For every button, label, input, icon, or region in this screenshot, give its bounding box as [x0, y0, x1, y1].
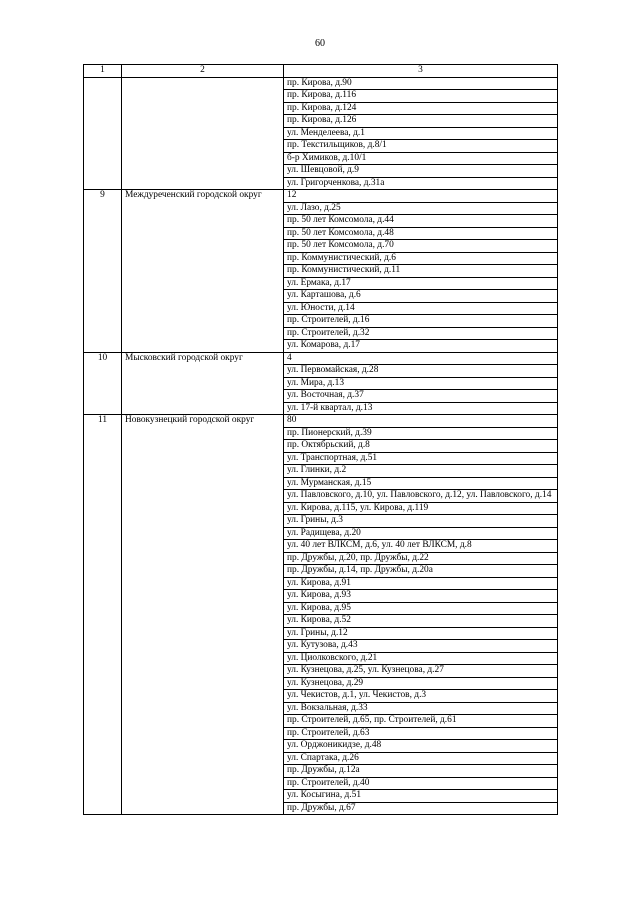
header-col-2: 2	[122, 65, 284, 78]
table-row	[84, 77, 558, 90]
address-cell: ул. Восточная, д.37	[284, 390, 558, 403]
address-cell: пр. 50 лет Комсомола, д.44	[284, 215, 558, 228]
table-row	[84, 190, 558, 203]
address-cell: ул. Комарова, д.17	[284, 340, 558, 353]
table-row	[84, 352, 558, 365]
address-cell: ул. Радищева, д.20	[284, 527, 558, 540]
address-cell: ул. Кирова, д.115, ул. Кирова, д.119	[284, 502, 558, 515]
municipality-name: Новокузнецкий городской округ	[122, 415, 284, 815]
address-cell: пр. Пионерский, д.39	[284, 427, 558, 440]
address-cell: ул. Чекистов, д.1, ул. Чекистов, д.3	[284, 690, 558, 703]
address-cell: ул. Ермака, д.17	[284, 277, 558, 290]
address-cell: пр. Дружбы, д.14, пр. Дружбы, д.20а	[284, 565, 558, 578]
address-cell: ул. Спартака, д.26	[284, 752, 558, 765]
address-cell: пр. 50 лет Комсомола, д.70	[284, 240, 558, 253]
address-cell: ул. Кутузова, д.43	[284, 640, 558, 653]
address-cell: пр. Строителей, д.16	[284, 315, 558, 328]
address-cell: пр. Кирова, д.90	[284, 77, 558, 90]
address-cell: ул. 17-й квартал, д.13	[284, 402, 558, 415]
address-cell: ул. Грины, д.3	[284, 515, 558, 528]
address-cell: ул. Кузнецова, д.25, ул. Кузнецова, д.27	[284, 665, 558, 678]
address-cell: ул. Кирова, д.91	[284, 577, 558, 590]
address-cell: ул. Кирова, д.52	[284, 615, 558, 628]
address-cell: 12	[284, 190, 558, 203]
address-cell: ул. Косыгина, д.51	[284, 790, 558, 803]
address-cell: ул. Грины, д.12	[284, 627, 558, 640]
address-cell: пр. Октябрьский, д.8	[284, 440, 558, 453]
address-cell: пр. Строителей, д.32	[284, 327, 558, 340]
address-cell: пр. 50 лет Комсомола, д.48	[284, 227, 558, 240]
address-cell: 4	[284, 352, 558, 365]
address-cell: ул. Первомайская, д.28	[284, 365, 558, 378]
address-cell: ул. Мира, д.13	[284, 377, 558, 390]
address-cell: 80	[284, 415, 558, 428]
group-number: 10	[84, 352, 122, 415]
address-cell: ул. Кирова, д.93	[284, 590, 558, 603]
address-cell: пр. Коммунистический, д.11	[284, 265, 558, 278]
address-cell: пр. Коммунистический, д.6	[284, 252, 558, 265]
table-row	[84, 415, 558, 428]
address-cell: пр. Строителей, д.40	[284, 777, 558, 790]
address-cell: пр. Кирова, д.116	[284, 90, 558, 103]
address-cell: ул. Циолковского, д.21	[284, 652, 558, 665]
address-cell: пр. Кирова, д.126	[284, 115, 558, 128]
address-cell: ул. Мурманская, д.15	[284, 477, 558, 490]
header-col-3: 3	[284, 65, 558, 78]
address-cell: ул. Транспортная, д.51	[284, 452, 558, 465]
group-number	[84, 77, 122, 190]
address-cell: пр. Дружбы, д.20, пр. Дружбы, д.22	[284, 552, 558, 565]
address-cell: пр. Текстильщиков, д.8/1	[284, 140, 558, 153]
address-cell: б-р Химиков, д.10/1	[284, 152, 558, 165]
address-cell: ул. Кирова, д.95	[284, 602, 558, 615]
address-cell: ул. Карташова, д.6	[284, 290, 558, 303]
page-number: 60	[315, 38, 325, 49]
municipality-name	[122, 77, 284, 190]
address-cell: ул. Григорченкова, д.31а	[284, 177, 558, 190]
table-header-row	[84, 65, 558, 78]
address-cell: ул. Вокзальная, д.33	[284, 702, 558, 715]
address-cell: ул. Лазо, д.25	[284, 202, 558, 215]
address-table-body	[84, 65, 558, 815]
address-cell: пр. Дружбы, д.67	[284, 802, 558, 815]
address-cell: ул. Юности, д.14	[284, 302, 558, 315]
address-cell: пр. Дружбы, д.12а	[284, 765, 558, 778]
address-cell: ул. Кузнецова, д.29	[284, 677, 558, 690]
group-number: 11	[84, 415, 122, 815]
address-cell: пр. Кирова, д.124	[284, 102, 558, 115]
address-cell: ул. Глинки, д.2	[284, 465, 558, 478]
address-cell: ул. Менделеева, д.1	[284, 127, 558, 140]
address-cell: ул. Павловского, д.10, ул. Павловского, д.12, ул. Павловского, д.14	[284, 490, 558, 503]
address-table	[83, 64, 558, 815]
address-cell: ул. 40 лет ВЛКСМ, д.6, ул. 40 лет ВЛКСМ, д.8	[284, 540, 558, 553]
address-cell: пр. Строителей, д.65, пр. Строителей, д.61	[284, 715, 558, 728]
header-col-1: 1	[84, 65, 122, 78]
address-cell: ул. Шевцовой, д.9	[284, 165, 558, 178]
municipality-name: Междуреченский городской округ	[122, 190, 284, 353]
group-number: 9	[84, 190, 122, 353]
address-cell: ул. Орджоникидзе, д.48	[284, 740, 558, 753]
municipality-name: Мысковский городской округ	[122, 352, 284, 415]
address-cell: пр. Строителей, д.63	[284, 727, 558, 740]
